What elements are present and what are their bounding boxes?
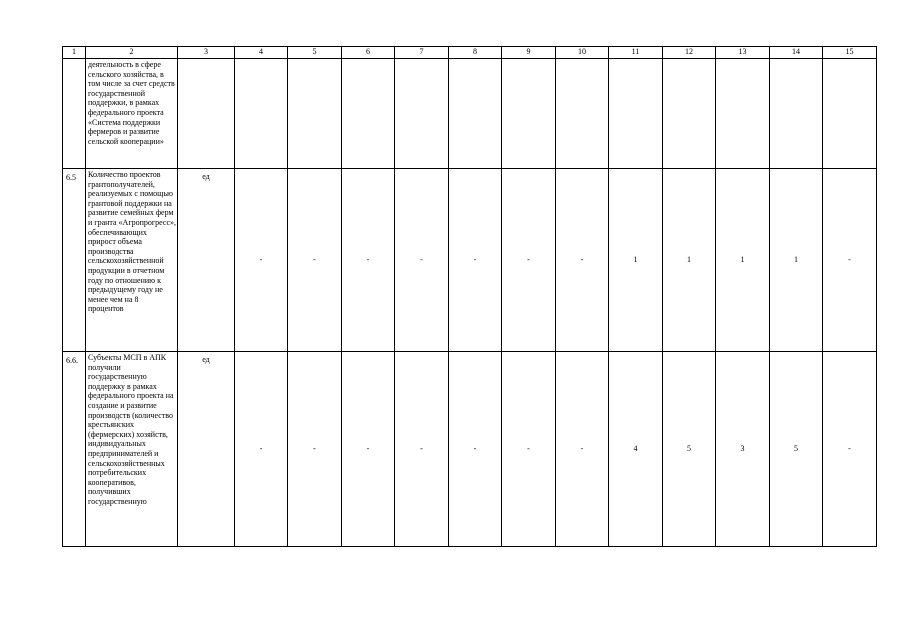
value-cell: - [502,169,556,352]
value-cell: - [342,169,395,352]
column-header: 12 [663,47,716,59]
value-cell [823,59,877,169]
value-cell: - [556,169,609,352]
value-cell [556,59,609,169]
row-number [63,59,86,169]
column-header: 6 [342,47,395,59]
value-cell: - [288,169,342,352]
value-cell: - [449,169,502,352]
value-cell: - [823,169,877,352]
value-cell: - [449,352,502,547]
indicator-description: Субъекты МСП в АПК получили государственную поддержку в рамках федерального проекта на создание и развитие производств (количество крестьянских (фермерских) хозяйств, индивидуальных предпринимателей и сельскохозяйственных потребительских кооперативов, получивших государственную [86,352,178,547]
value-cell: 4 [609,352,663,547]
column-header: 4 [235,47,288,59]
value-cell: - [395,169,449,352]
value-cell [663,59,716,169]
column-header: 1 [63,47,86,59]
indicator-description: Количество проектов грантополучателей, реализуемых с помощью грантовой поддержки на развитие семейных ферм и гранта «Агропрогресс», обеспечивающих прирост объема производства сельскохозяйственной продукции в отчетном году по отношению к предыдущему году не менее чем на 8 процентов [86,169,178,352]
value-cell: - [823,352,877,547]
value-cell: - [395,352,449,547]
unit-cell: ед [178,169,235,352]
value-cell [288,59,342,169]
value-cell: 5 [770,352,823,547]
unit-cell [178,59,235,169]
indicators-table [62,46,877,547]
value-cell: - [502,352,556,547]
column-header: 8 [449,47,502,59]
value-cell: 1 [770,169,823,352]
value-cell: 3 [716,352,770,547]
table-row [63,169,877,352]
column-header: 2 [86,47,178,59]
value-cell [716,59,770,169]
header-row [63,47,877,59]
table-row [63,59,877,169]
column-header: 14 [770,47,823,59]
column-header: 9 [502,47,556,59]
value-cell: 1 [609,169,663,352]
value-cell [502,59,556,169]
value-cell [342,59,395,169]
table-row [63,352,877,547]
row-number: 6.5 [63,169,86,352]
value-cell [235,59,288,169]
row-number: 6.6. [63,352,86,547]
column-header: 11 [609,47,663,59]
unit-cell: ед [178,352,235,547]
value-cell [609,59,663,169]
value-cell: - [235,352,288,547]
value-cell: - [342,352,395,547]
value-cell [449,59,502,169]
value-cell [395,59,449,169]
column-header: 7 [395,47,449,59]
value-cell: - [235,169,288,352]
column-header: 5 [288,47,342,59]
column-header: 10 [556,47,609,59]
value-cell: - [288,352,342,547]
value-cell [770,59,823,169]
value-cell: 5 [663,352,716,547]
column-header: 13 [716,47,770,59]
column-header: 3 [178,47,235,59]
value-cell: 1 [663,169,716,352]
indicator-description: деятельность в сфере сельского хозяйства, в том числе за счет средств государственной поддержки, в рамках федерального проекта «Система поддержки фермеров и развитие сельской кооперации» [86,59,178,169]
column-header: 15 [823,47,877,59]
value-cell: 1 [716,169,770,352]
value-cell: - [556,352,609,547]
